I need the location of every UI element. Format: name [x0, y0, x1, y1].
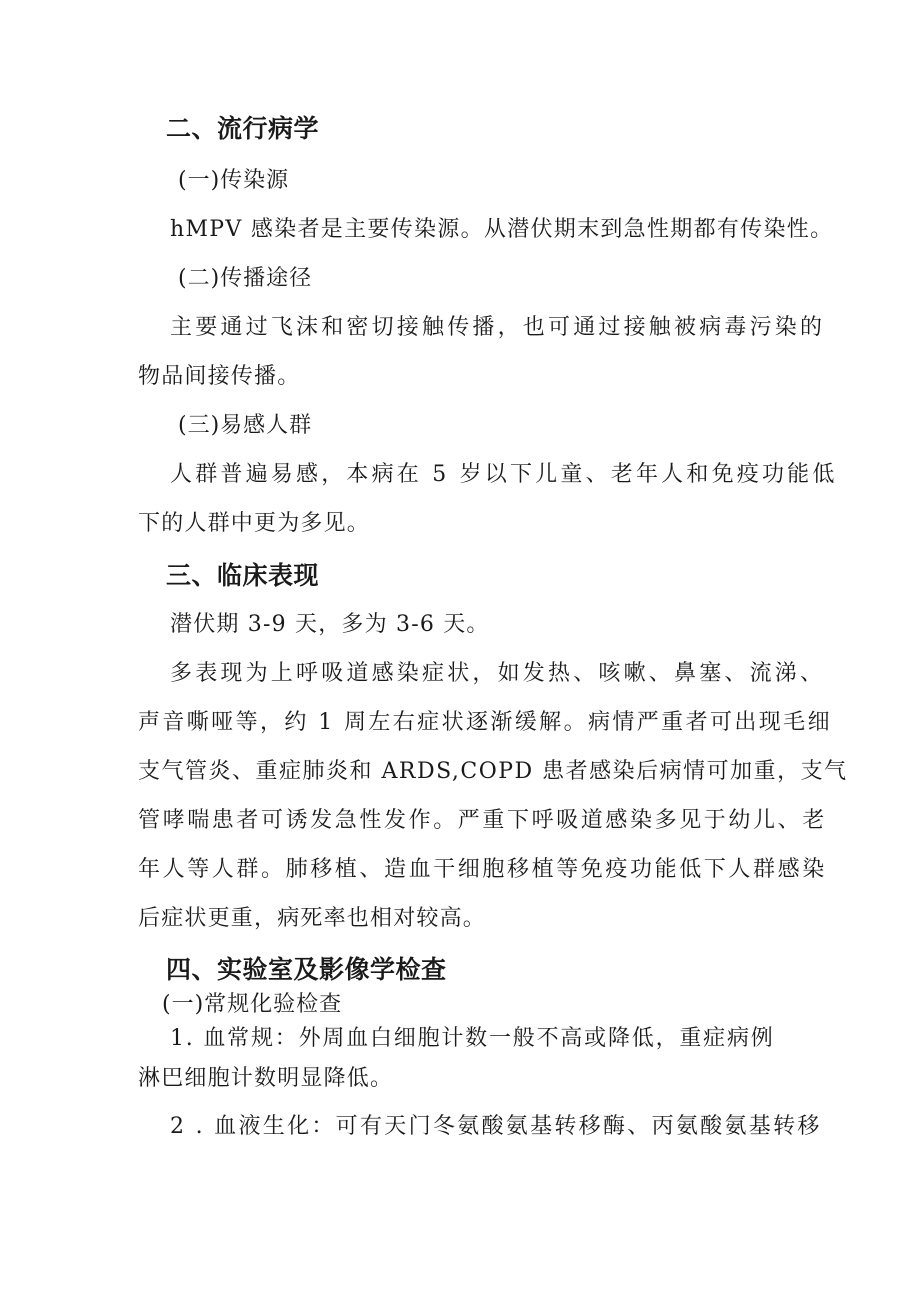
paragraph-line: 物品间接传播。: [138, 364, 301, 389]
paragraph-line: 2 . 血液生化：可有天门冬氨酸氨基转移酶、丙氨酸氨基转移: [170, 1114, 822, 1139]
paragraph-line: hMPV 感染者是主要传染源。从潜伏期末到急性期都有传染性。: [170, 217, 834, 242]
paragraph-line: 下的人群中更为多见。: [138, 511, 371, 536]
subheading-routine-tests: (一)常规化验检查: [162, 992, 343, 1017]
subheading-infection-source: (一)传染源: [178, 168, 290, 193]
section-heading-clinical-manifestations: 三、临床表现: [166, 561, 320, 590]
section-heading-lab-imaging: 四、实验室及影像学检查: [166, 955, 447, 984]
paragraph-line: 1. 血常规：外周血白细胞计数一般不高或降低，重症病例: [170, 1026, 775, 1051]
paragraph-line: 管哮喘患者可诱发急性发作。严重下呼吸道感染多见于幼儿、老: [138, 808, 827, 833]
paragraph-line: 潜伏期 3-9 天，多为 3-6 天。: [170, 612, 490, 637]
paragraph-line: 年人等人群。肺移植、造血干细胞移植等免疫功能低下人群感染: [138, 857, 827, 882]
paragraph-line: 多表现为上呼吸道感染症状，如发热、咳嗽、鼻塞、流涕、: [170, 661, 826, 686]
subheading-susceptible-population: (三)易感人群: [178, 413, 313, 438]
subheading-transmission-route: (二)传播途径: [178, 266, 313, 291]
paragraph-line: 人群普遍易感，本病在 5 岁以下儿童、老年人和免疫功能低: [170, 462, 838, 487]
paragraph-line: 支气管炎、重症肺炎和 ARDS,COPD 患者感染后病情可加重，支气: [138, 759, 848, 784]
section-heading-epidemiology: 二、流行病学: [166, 114, 320, 143]
paragraph-line: 声音嘶哑等，约 1 周左右症状逐渐缓解。病情严重者可出现毛细: [138, 710, 832, 735]
paragraph-line: 主要通过飞沫和密切接触传播，也可通过接触被病毒污染的: [170, 315, 826, 340]
paragraph-line: 后症状更重，病死率也相对较高。: [138, 906, 487, 931]
paragraph-line: 淋巴细胞计数明显降低。: [138, 1066, 394, 1091]
